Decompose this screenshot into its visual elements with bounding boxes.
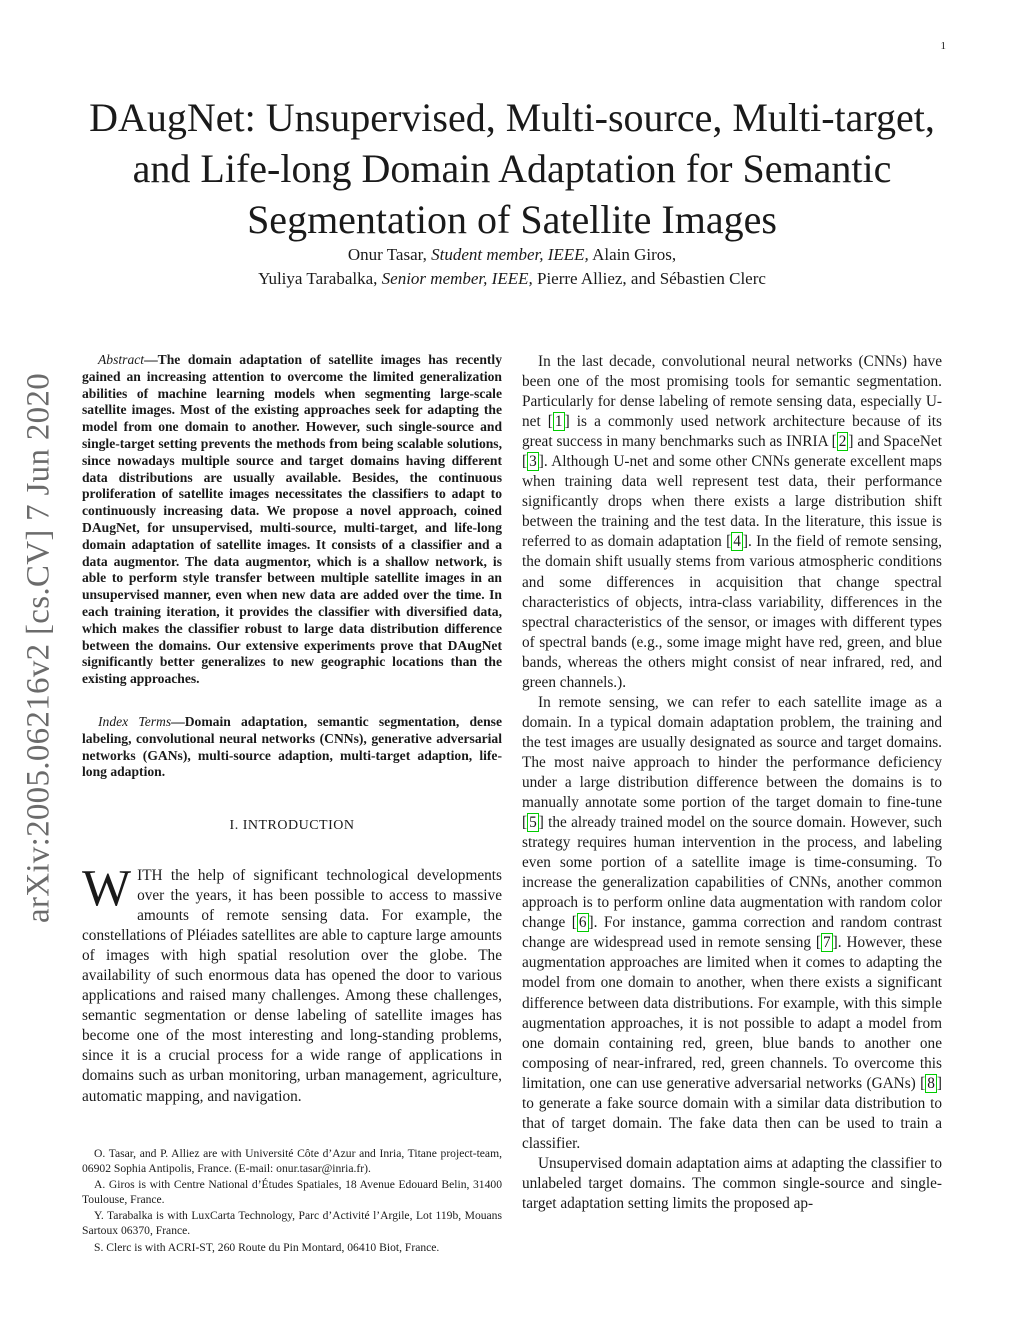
section-number: I. <box>229 818 239 833</box>
citation-link[interactable]: 2 <box>838 433 847 451</box>
author-4: Pierre Alliez, and Sébastien Clerc <box>536 269 766 288</box>
abstract-text: The domain adaptation of satellite images has recently gained an increasing attention to overcome the limited generalization abilities of machine learning models when segmenting large-scale satellite images. Most of the existing approaches seek for adapting the model from one domain to another. However, such single-source and single-target setting prevents the methods from being scalable solutions, since nowadays multiple source and target domains having different data distributions are usually available. Besides, the continuous proliferation of satellite images necessitates the classifiers to adapt to continuously increasing data. We propose a novel approach, coined DAugNet, for unsupervised, multi-source, multi-target, and life-long domain adaptation of satellite images. It consists of a classifier and a data augmentor. The data augmentor, which is a shallow network, is able to perform style transfer between multiple satellite images in an unsupervised manner, even when new data are added over the time. In each training iteration, it provides the classifier with diversified data, which makes the classifier robust to large data distribution difference between the domains. Our extensive experiments prove that DAugNet significantly better generalizes to new geographic locations than the existing approaches. <box>82 352 502 687</box>
right-paragraph-3: Unsupervised domain adaptation aims at adapting the classifier to unlabeled target domains. The common single-source and single-target adaptation setting limits the proposed ap- <box>522 1154 942 1212</box>
page-number: 1 <box>940 40 946 52</box>
footnotes <box>82 1146 502 1256</box>
author-2: Alain Giros, <box>592 245 677 264</box>
citation-link[interactable]: 8 <box>927 1074 935 1092</box>
index-terms-text: Domain adaptation, semantic segmentation, dense labeling, convolutional neural networks (CNNs), generative adversarial networks (GANs), multi-source adaption, multi-target adaption, life-long adaption. <box>82 714 502 780</box>
section-title: INTRODUCTION <box>242 818 355 833</box>
author-3-role: Senior member, IEEE, <box>381 269 533 288</box>
right-column <box>522 352 942 1214</box>
intro-paragraph-1: ITH the help of significant technological developments over the years, it has been possible to access to massive amounts of remote sensing data. For example, the constellations of Pléiades satellites are able to capture large amounts of images with high spatial resolution over the globe. The availability of such enormous data has opened the door to various applications and raised many challenges. Among these challenges, semantic segmentation or dense labeling of satellite images has become one of the most interesting and long-standing problems, since it is a crucial process for a wide range of applications in domains such as urban monitoring, urban management, agriculture, automatic mapping, and navigation. <box>82 867 502 1105</box>
citation-link[interactable]: 3 <box>529 453 537 471</box>
arxiv-stamp-text: arXiv:2005.06216v2 [cs.CV] 7 Jun 2020 <box>20 372 57 923</box>
index-terms: Index Terms—Domain adaptation, semantic segmentation, dense labeling, convolutional neural networks (CNNs), generative adversarial networks (GANs), multi-source adaption, multi-target adaption, life-long adaption. <box>82 714 502 780</box>
index-terms-label: Index Terms <box>98 714 172 729</box>
footnote-3: Y. Tarabalka is with LuxCarta Technology, Parc d’Activité l’Argile, Lot 119b, Mouans Sartoux 06370, France. <box>82 1209 502 1238</box>
footnote-1: O. Tasar, and P. Alliez are with Université Côte d’Azur and Inria, Titane project-team, 06902 Sophia Antipolis, France. (E-mail: onur.tasar@inria.fr). <box>82 1147 502 1176</box>
citation-link[interactable]: 6 <box>578 914 587 932</box>
abstract-label: Abstract <box>98 352 145 367</box>
author-1: Onur Tasar, <box>347 245 427 264</box>
right-paragraph-2: In remote sensing, we can refer to each satellite image as a domain. In a typical domain adaptation problem, the training and the test images are usually designated as source and target domains. The most naive approach to hinder the performance deficiency under a large distribution difference between the domains is to manually annotate some portion of the target domain to fine-tune [ 5 ] the already trained model on the source domain. However, such strategy requires human intervention in the process, and labeling even some portion of a satellite image is time-consuming. To increase the generalization capabilities of CNNs, another common approach is to perform online data augmentation with random color change [ 6 ]. For instance, gamma correction and random contrast change are widespread used in remote sensing [ 7 ]. However, these augmentation approaches are limited when it comes to adapting the model from one domain to another, when there exists a significant difference between data distributions. For example, with this simple augmentation approaches, it is not possible to adapt a model from one domain containing red, green, blue bands to another one composing of near-infrared, red, green channels. To overcome this limitation, one can use generative adversarial networks (GANs) [ 8 ] to generate a fake source domain with a similar data distribution to that of target domain. The fake data then can be used to train a classifier. <box>522 693 942 1152</box>
abstract: Abstract—The domain adaptation of satellite images has recently gained an increasing attention to overcome the limited generalization abilities of machine learning models when segmenting large-scale satellite images. Most of the existing approaches seek for adapting the model from one domain to another. However, such single-source and single-target setting prevents the methods from being scalable solutions, since nowadays multiple source and target domains having different data distributions are usually available. Besides, the continuous proliferation of satellite images necessitates the classifiers to adapt to continuously increasing data. We propose a novel approach, coined DAugNet, for unsupervised, multi-source, multi-target, and life-long domain adaptation of satellite images. It consists of a classifier and a data augmentor. The data augmentor, which is a shallow network, is able to perform style transfer between multiple satellite images in an unsupervised manner, even when new data are added over the time. In each training iteration, it provides the classifier with diversified data, which makes the classifier robust to large data distribution difference between the domains. Our extensive experiments prove that DAugNet significantly better generalizes to new geographic locations than the existing approaches. <box>82 352 502 687</box>
author-3: Yuliya Tarabalka, <box>258 269 378 288</box>
citation-link[interactable]: 5 <box>529 814 537 832</box>
arxiv-stamp <box>19 365 59 930</box>
footnote-4: S. Clerc is with ACRI-ST, 260 Route du Pin Montard, 06410 Biot, France. <box>94 1240 440 1254</box>
dropcap: W <box>82 860 132 917</box>
author-block <box>60 243 964 291</box>
section-heading <box>82 818 502 834</box>
intro-body <box>82 860 502 1107</box>
paper-title: DAugNet: Unsupervised, Multi-source, Multi-target, and Life-long Domain Adaptation for Semantic Segmentation of Satellite Images <box>89 95 935 242</box>
citation-link[interactable]: 4 <box>733 533 741 551</box>
citation-link[interactable]: 1 <box>554 413 563 431</box>
citation-link[interactable]: 7 <box>823 934 831 952</box>
footnote-2: A. Giros is with Centre National d’Études Spatiales, 18 Avenue Edouard Belin, 31400 Toulouse, France. <box>82 1178 502 1207</box>
right-paragraph-1: In the last decade, convolutional neural networks (CNNs) have been one of the most promising tools for semantic segmentation. Particularly for dense labeling of remote sensing data, especially U-net [ 1 ] is a commonly used network architecture because of its great success in many benchmarks such as INRIA [ 2 ] and SpaceNet [ 3 ]. Although U-net and some other CNNs generate excellent maps when training data well represent test data, their performance significantly drops when there exists a large distribution shift between the training and the test data. In the literature, this issue is referred to as domain adaptation [ 4 ]. In the field of remote sensing, the domain shift usually stems from various atmospheric conditions and some differences in acquisition that change spectral characteristics of objects, intra-class variability, differences in the spectral characteristics of the sensor, or images with different types of spectral bands (e.g., some image might have red, green, and blue bands, whereas the others might consist of near infrared, red, and green channels.). <box>522 353 942 691</box>
author-1-role: Student member, IEEE, <box>431 245 589 264</box>
